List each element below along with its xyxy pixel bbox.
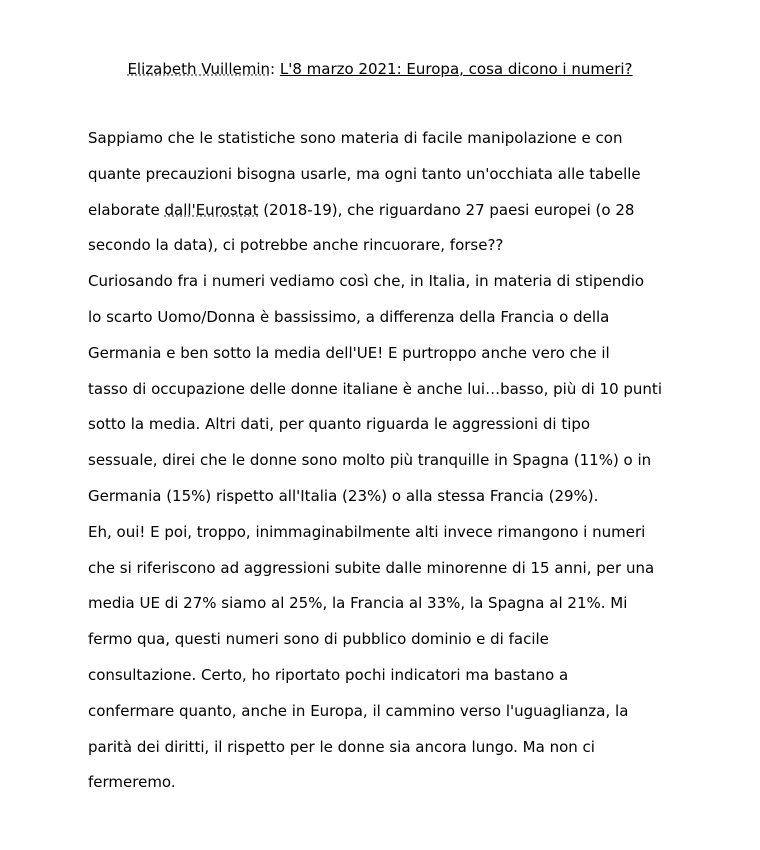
body-line: Germania e ben sotto la media dell'UE! E purtroppo anche vero che il <box>88 343 610 362</box>
body-line: confermare quanto, anche in Europa, il cammino verso l'uguaglianza, la <box>88 701 629 720</box>
body-line: Germania (15%) rispetto all'Italia (23%) o alla stessa Francia (29%). <box>88 486 599 505</box>
article-body <box>88 127 688 807</box>
article-title: L'8 marzo 2021: Europa, cosa dicono i numeri? <box>279 60 633 78</box>
document-title <box>0 58 760 80</box>
line-text: (2018-19), che riguardano 27 paesi europei (o 28 <box>258 200 635 219</box>
body-line: secondo la data), ci potrebbe anche rincuorare, forse?? <box>88 236 504 255</box>
body-line: fermeremo. <box>88 773 176 792</box>
body-line: quante precauzioni bisogna usarle, ma ogni tanto un'occhiata alle tabelle <box>88 164 641 183</box>
body-line: consultazione. Certo, ho riportato pochi indicatori ma bastano a <box>88 665 569 684</box>
body-line: fermo qua, questi numeri sono di pubblico dominio e di facile <box>88 630 549 649</box>
body-line: sotto la media. Altri dati, per quanto riguarda le aggressioni di tipo <box>88 415 591 434</box>
body-line: media UE di 27% siamo al 25%, la Francia al 33%, la Spagna al 21%. Mi <box>88 594 628 613</box>
body-line: sessuale, direi che le donne sono molto più tranquille in Spagna (11%) o in <box>88 451 652 470</box>
author-name: Elizabeth Vuillemin <box>127 60 271 78</box>
body-line: tasso di occupazione delle donne italiane è anche lui…basso, più di 10 punti <box>88 379 662 398</box>
title-separator: : <box>270 60 280 78</box>
spellcheck-marked-word: dall'Eurostat <box>164 200 259 219</box>
body-line: che si riferiscono ad aggressioni subite dalle minorenne di 15 anni, per una <box>88 558 655 577</box>
body-line <box>88 199 688 235</box>
body-line: Sappiamo che le statistiche sono materia di facile manipolazione e con <box>88 129 623 147</box>
body-line: Curiosando fra i numeri vediamo così che, in Italia, in materia di stipendio <box>88 272 645 291</box>
body-line: Eh, oui! E poi, troppo, inimmaginabilmente alti invece rimangono i numeri <box>88 522 646 541</box>
body-line: parità dei diritti, il rispetto per le donne sia ancora lungo. Ma non ci <box>88 737 595 756</box>
body-line: lo scarto Uomo/Donna è bassissimo, a differenza della Francia o della <box>88 307 610 326</box>
line-text: elaborate <box>88 200 165 219</box>
